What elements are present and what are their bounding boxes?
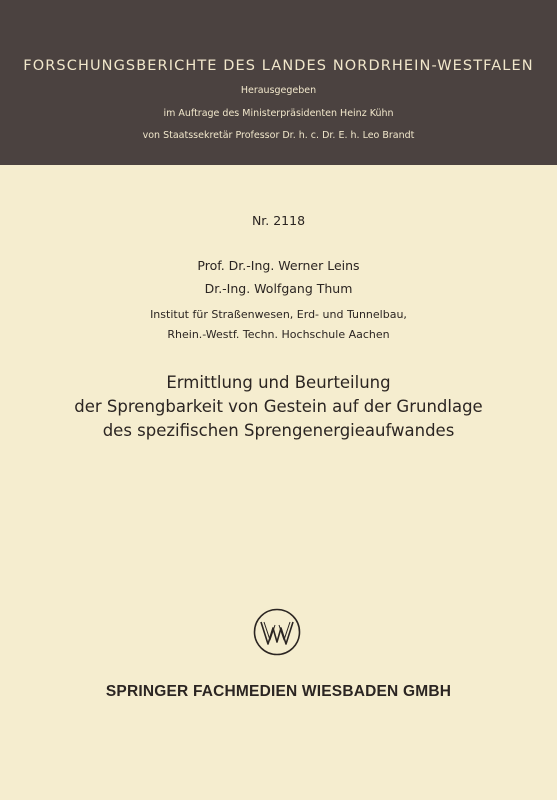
series-title: FORSCHUNGSBERICHTE DES LANDES NORDRHEIN-WESTFALEN bbox=[23, 58, 534, 74]
publisher-name: SPRINGER FACHMEDIEN WIESBADEN GMBH bbox=[105, 683, 452, 700]
report-number: Nr. 2118 bbox=[251, 213, 306, 228]
publisher-note-line: von Staatssekretär Professor Dr. h. c. Dr. E. h. Leo Brandt bbox=[142, 130, 415, 141]
publisher-note-line: Herausgegeben bbox=[240, 85, 317, 96]
title-line: der Sprengbarkeit von Gestein auf der Grundlage bbox=[74, 397, 483, 416]
institute-line: Institut für Straßenwesen, Erd- und Tunnelbau, bbox=[150, 308, 407, 321]
publisher-note-line: im Auftrage des Ministerpräsidenten Heinz Kühn bbox=[163, 108, 394, 119]
springer-w-monogram-icon bbox=[253, 608, 301, 656]
series-header bbox=[0, 0, 557, 165]
title-line: des spezifischen Sprengenergieaufwandes bbox=[102, 421, 455, 440]
document-title bbox=[0, 371, 557, 443]
title-line: Ermittlung und Beurteilung bbox=[166, 373, 391, 392]
institute-line: Rhein.-Westf. Techn. Hochschule Aachen bbox=[167, 328, 390, 341]
author-name: Dr.-Ing. Wolfgang Thum bbox=[204, 281, 353, 296]
author-name: Prof. Dr.-Ing. Werner Leins bbox=[197, 258, 360, 273]
